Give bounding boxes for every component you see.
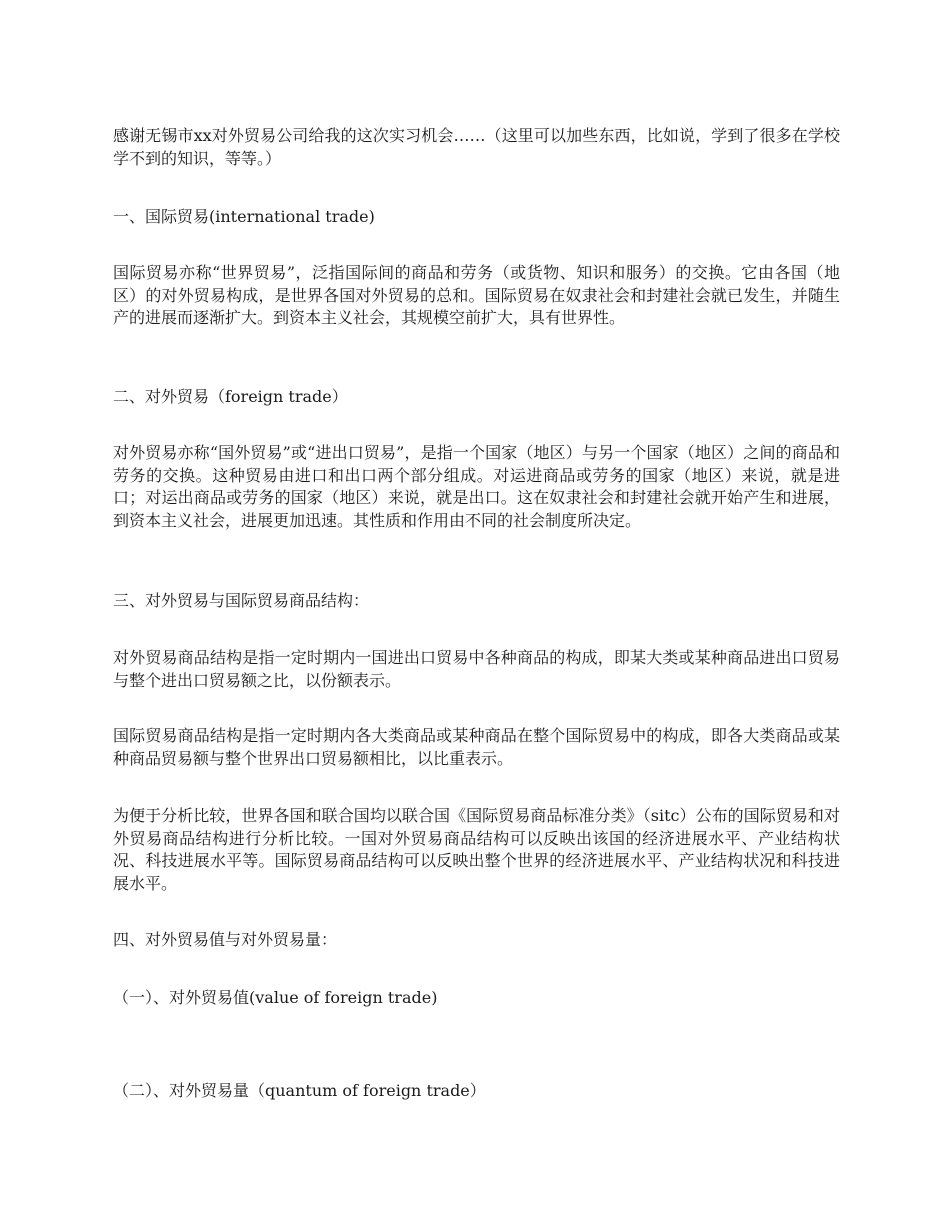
section3-heading: 三、对外贸易与国际贸易商品结构：: [113, 591, 370, 610]
section1-body: 国际贸易亦称“世界贸易”，泛指国际间的商品和劳务（或货物、知识和服务）的交换。它由各国（地区）的对外贸易构成，是世界各国对外贸易的总和。国际贸易在奴隶社会和封建社会就已发生，并随生产的进展而逐渐扩大。到资本主义社会，其规模空前扩大，具有世界性。: [113, 263, 840, 327]
intro-paragraph: 感谢无锡市xx对外贸易公司给我的这次实习机会……（这里可以加些东西，比如说，学到了很多在学校学不到的知识，等等。）: [113, 126, 840, 168]
section3-paragraph-3: 为便于分析比较，世界各国和联合国均以联合国《国际贸易商品标准分类》（sitc）公布的国际贸易和对外贸易商品结构进行分析比较。一国对外贸易商品结构可以反映出该国的经济进展水平、产业结构状况、科技进展水平等。国际贸易商品结构可以反映出整个世界的经济进展水平、产业结构状况和科技进展水平。: [113, 806, 840, 893]
section3-paragraph-2: 国际贸易商品结构是指一定时期内各大类商品或某种商品在整个国际贸易中的构成，即各大类商品或某种商品贸易额与整个世界出口贸易额相比，以比重表示。: [113, 726, 840, 768]
section3-paragraph-1: 对外贸易商品结构是指一定时期内一国进出口贸易中各种商品的构成，即某大类或某种商品进出口贸易与整个进出口贸易额之比，以份额表示。: [113, 648, 840, 690]
section2-heading: 二、对外贸易（foreign trade）: [113, 387, 348, 406]
section4-subheading-2: （二）、对外贸易量（quantum of foreign trade）: [113, 1081, 486, 1100]
section2-body: 对外贸易亦称“国外贸易”或“进出口贸易”，是指一个国家（地区）与另一个国家（地区）之间的商品和劳务的交换。这种贸易由进口和出口两个部分组成。对运进商品或劳务的国家（地区）来说，就是进口；对运出商品或劳务的国家（地区）来说，就是出口。这在奴隶社会和封建社会就开始产生和进展，到资本主义社会，进展更加迅速。其性质和作用由不同的社会制度所决定。: [113, 443, 840, 530]
section4-heading: 四、对外贸易值与对外贸易量：: [113, 930, 338, 949]
section4-subheading-1: （一）、对外贸易值(value of foreign trade): [113, 988, 438, 1007]
section1-heading: 一、国际贸易(international trade): [113, 207, 375, 226]
